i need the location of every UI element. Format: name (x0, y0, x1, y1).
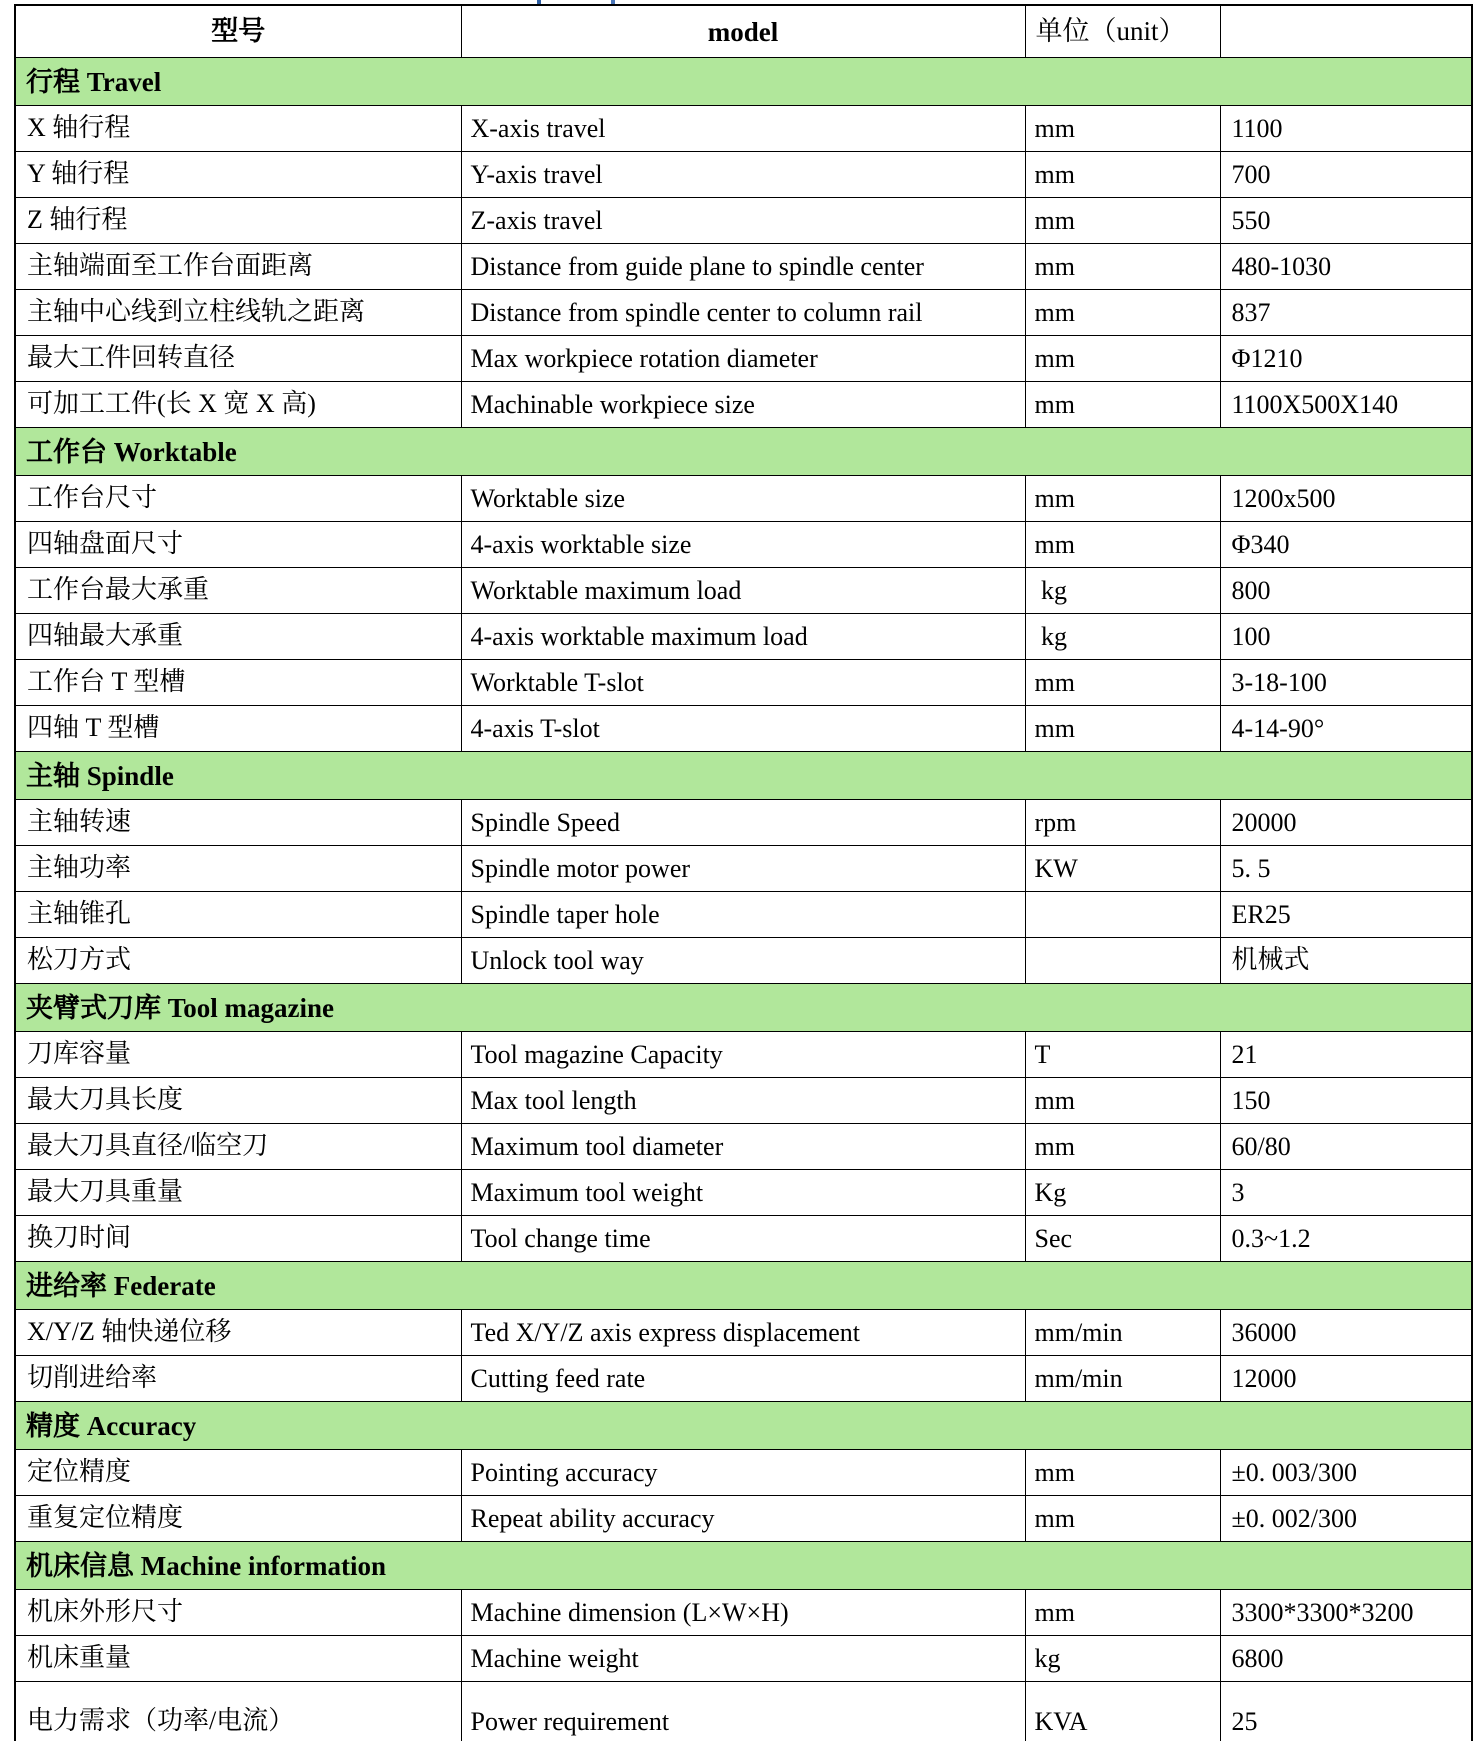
spec-row (15, 705, 1472, 751)
spec-unit-cell: Kg (1025, 1169, 1220, 1215)
section-row (15, 1401, 1472, 1449)
spec-name-cn-cell: 四轴盘面尺寸 (15, 521, 461, 567)
spec-name-cn-cell: Z 轴行程 (15, 197, 461, 243)
spec-name-en-cell: Worktable T-slot (461, 659, 1025, 705)
spec-unit-cell: mm (1025, 1077, 1220, 1123)
spec-name-en-cell: Repeat ability accuracy (461, 1495, 1025, 1541)
section-title: 主轴 Spindle (15, 751, 1472, 799)
spec-row (15, 1169, 1472, 1215)
section-title: 进给率 Federate (15, 1261, 1472, 1309)
spec-unit-cell: rpm (1025, 799, 1220, 845)
spec-row (15, 1309, 1472, 1355)
spec-value-cell: 1100X500X140 (1220, 381, 1472, 427)
section-row (15, 751, 1472, 799)
spec-name-cn-cell: 工作台最大承重 (15, 567, 461, 613)
spec-row (15, 613, 1472, 659)
spec-row (15, 799, 1472, 845)
section-row (15, 1261, 1472, 1309)
spec-name-cn-cell: 最大刀具重量 (15, 1169, 461, 1215)
spec-name-cn-cell: 主轴功率 (15, 845, 461, 891)
spec-row (15, 335, 1472, 381)
spec-row (15, 243, 1472, 289)
header-model-en: model (461, 5, 1025, 57)
spec-value-cell: 700 (1220, 151, 1472, 197)
spec-name-cn-cell: 换刀时间 (15, 1215, 461, 1261)
spec-row (15, 289, 1472, 335)
spec-unit-cell (1025, 937, 1220, 983)
spec-name-en-cell: 4-axis worktable maximum load (461, 613, 1025, 659)
spec-value-cell: 0.3~1.2 (1220, 1215, 1472, 1261)
spec-unit-cell: mm (1025, 1449, 1220, 1495)
spec-name-en-cell: 4-axis T-slot (461, 705, 1025, 751)
spec-unit-cell: mm (1025, 289, 1220, 335)
spec-value-cell: 36000 (1220, 1309, 1472, 1355)
spec-name-en-cell: Spindle motor power (461, 845, 1025, 891)
spec-value-cell: 1100 (1220, 105, 1472, 151)
section-row (15, 427, 1472, 475)
spec-unit-cell: mm (1025, 243, 1220, 289)
spec-name-cn-cell: 定位精度 (15, 1449, 461, 1495)
section-title: 精度 Accuracy (15, 1401, 1472, 1449)
spec-name-cn-cell: 机床外形尺寸 (15, 1589, 461, 1635)
spec-row (15, 1355, 1472, 1401)
spec-name-cn-cell: 最大工件回转直径 (15, 335, 461, 381)
spec-name-en-cell: Spindle Speed (461, 799, 1025, 845)
spec-row (15, 521, 1472, 567)
spec-value-cell: 60/80 (1220, 1123, 1472, 1169)
spec-unit-cell: mm (1025, 1495, 1220, 1541)
spec-row (15, 105, 1472, 151)
spec-unit-cell: mm (1025, 105, 1220, 151)
header-unit: 单位（unit） (1025, 5, 1220, 57)
spec-unit-cell: mm (1025, 1589, 1220, 1635)
spec-unit-cell: mm (1025, 659, 1220, 705)
spec-name-cn-cell: X/Y/Z 轴快递位移 (15, 1309, 461, 1355)
spec-unit-cell: mm/min (1025, 1355, 1220, 1401)
spec-name-en-cell: 4-axis worktable size (461, 521, 1025, 567)
spec-name-en-cell: Pointing accuracy (461, 1449, 1025, 1495)
spec-row (15, 1215, 1472, 1261)
spec-value-cell: 837 (1220, 289, 1472, 335)
spec-row (15, 845, 1472, 891)
spec-name-cn-cell: 主轴转速 (15, 799, 461, 845)
spec-name-cn-cell: X 轴行程 (15, 105, 461, 151)
spec-row (15, 937, 1472, 983)
spec-row (15, 475, 1472, 521)
spec-row (15, 1449, 1472, 1495)
spec-unit-cell: mm (1025, 1123, 1220, 1169)
spec-name-cn-cell: 最大刀具直径/临空刀 (15, 1123, 461, 1169)
spec-unit-cell (1025, 891, 1220, 937)
spec-unit-cell: Sec (1025, 1215, 1220, 1261)
spec-value-cell: 4-14-90° (1220, 705, 1472, 751)
spec-value-cell: ±0. 002/300 (1220, 1495, 1472, 1541)
spec-name-cn-cell: 四轴最大承重 (15, 613, 461, 659)
spec-unit-cell: mm (1025, 335, 1220, 381)
spec-value-cell: 20000 (1220, 799, 1472, 845)
spec-unit-cell: mm (1025, 151, 1220, 197)
header-model-cn: 型号 (15, 5, 461, 57)
spec-row (15, 659, 1472, 705)
section-row (15, 57, 1472, 105)
spec-name-cn-cell: Y 轴行程 (15, 151, 461, 197)
spec-unit-cell: kg (1025, 613, 1220, 659)
spec-name-en-cell: Maximum tool weight (461, 1169, 1025, 1215)
spec-name-cn-cell: 可加工工件(长 X 宽 X 高) (15, 381, 461, 427)
spec-row (15, 1077, 1472, 1123)
spec-name-en-cell: Worktable size (461, 475, 1025, 521)
spec-name-en-cell: Maximum tool diameter (461, 1123, 1025, 1169)
spec-row (15, 1681, 1472, 1741)
machine-spec-table (14, 4, 1473, 1741)
spec-value-cell: 480-1030 (1220, 243, 1472, 289)
spec-value-cell: 3 (1220, 1169, 1472, 1215)
spec-value-cell: 150 (1220, 1077, 1472, 1123)
spec-name-en-cell: Ted X/Y/Z axis express displacement (461, 1309, 1025, 1355)
section-row (15, 983, 1472, 1031)
spec-row (15, 1495, 1472, 1541)
spec-name-en-cell: Spindle taper hole (461, 891, 1025, 937)
spec-value-cell: 21 (1220, 1031, 1472, 1077)
spec-unit-cell: KW (1025, 845, 1220, 891)
spec-name-cn-cell: 刀库容量 (15, 1031, 461, 1077)
spec-unit-cell: mm (1025, 197, 1220, 243)
section-row (15, 1541, 1472, 1589)
spec-name-cn-cell: 电力需求（功率/电流） (15, 1681, 461, 1741)
spec-unit-cell: kg (1025, 1635, 1220, 1681)
spec-name-en-cell: Tool magazine Capacity (461, 1031, 1025, 1077)
spec-name-en-cell: Worktable maximum load (461, 567, 1025, 613)
spec-name-en-cell: X-axis travel (461, 105, 1025, 151)
spec-value-cell: 3-18-100 (1220, 659, 1472, 705)
spec-name-cn-cell: 松刀方式 (15, 937, 461, 983)
spec-unit-cell: mm (1025, 705, 1220, 751)
spec-name-en-cell: Cutting feed rate (461, 1355, 1025, 1401)
spec-name-cn-cell: 主轴中心线到立柱线轨之距离 (15, 289, 461, 335)
spec-table-body (15, 57, 1472, 1741)
spec-row (15, 197, 1472, 243)
spec-name-en-cell: Tool change time (461, 1215, 1025, 1261)
spec-name-cn-cell: 主轴锥孔 (15, 891, 461, 937)
spec-name-en-cell: Unlock tool way (461, 937, 1025, 983)
spec-value-cell: Φ340 (1220, 521, 1472, 567)
spec-name-en-cell: Distance from spindle center to column rail (461, 289, 1025, 335)
spec-name-cn-cell: 重复定位精度 (15, 1495, 461, 1541)
section-title: 工作台 Worktable (15, 427, 1472, 475)
spec-value-cell: 100 (1220, 613, 1472, 659)
spec-name-cn-cell: 机床重量 (15, 1635, 461, 1681)
spec-unit-cell: T (1025, 1031, 1220, 1077)
spec-row (15, 151, 1472, 197)
spec-row (15, 567, 1472, 613)
spec-row (15, 891, 1472, 937)
spec-name-en-cell: Y-axis travel (461, 151, 1025, 197)
spec-name-en-cell: Max workpiece rotation diameter (461, 335, 1025, 381)
spec-value-cell: Φ1210 (1220, 335, 1472, 381)
spec-row (15, 1635, 1472, 1681)
spec-unit-cell: KVA (1025, 1681, 1220, 1741)
spec-unit-cell: mm/min (1025, 1309, 1220, 1355)
spec-name-en-cell: Machine weight (461, 1635, 1025, 1681)
spec-row (15, 1123, 1472, 1169)
spec-value-cell: 25 (1220, 1681, 1472, 1741)
spec-name-cn-cell: 切削进给率 (15, 1355, 461, 1401)
spec-name-en-cell: Power requirement (461, 1681, 1025, 1741)
spec-row (15, 1031, 1472, 1077)
spec-name-cn-cell: 主轴端面至工作台面距离 (15, 243, 461, 289)
spec-name-en-cell: Max tool length (461, 1077, 1025, 1123)
spec-unit-cell: mm (1025, 475, 1220, 521)
spec-name-cn-cell: 工作台 T 型槽 (15, 659, 461, 705)
spec-name-en-cell: Machinable workpiece size (461, 381, 1025, 427)
spec-unit-cell: mm (1025, 521, 1220, 567)
section-title: 行程 Travel (15, 57, 1472, 105)
spec-unit-cell: kg (1025, 567, 1220, 613)
spec-unit-cell: mm (1025, 381, 1220, 427)
spec-value-cell: ±0. 003/300 (1220, 1449, 1472, 1495)
spec-row (15, 381, 1472, 427)
spec-name-cn-cell: 工作台尺寸 (15, 475, 461, 521)
section-title: 夹臂式刀库 Tool magazine (15, 983, 1472, 1031)
spec-name-cn-cell: 四轴 T 型槽 (15, 705, 461, 751)
spec-name-cn-cell: 最大刀具长度 (15, 1077, 461, 1123)
spec-value-cell: 机械式 (1220, 937, 1472, 983)
spec-value-cell: 800 (1220, 567, 1472, 613)
spec-row (15, 1589, 1472, 1635)
spec-value-cell: ER25 (1220, 891, 1472, 937)
spec-value-cell: 550 (1220, 197, 1472, 243)
spec-name-en-cell: Machine dimension (L×W×H) (461, 1589, 1025, 1635)
header-value (1220, 5, 1472, 57)
spec-value-cell: 6800 (1220, 1635, 1472, 1681)
spec-name-en-cell: Distance from guide plane to spindle center (461, 243, 1025, 289)
section-title: 机床信息 Machine information (15, 1541, 1472, 1589)
spec-name-en-cell: Z-axis travel (461, 197, 1025, 243)
spec-value-cell: 3300*3300*3200 (1220, 1589, 1472, 1635)
spec-value-cell: 1200x500 (1220, 475, 1472, 521)
spec-value-cell: 12000 (1220, 1355, 1472, 1401)
table-header-row (15, 5, 1472, 57)
spec-value-cell: 5. 5 (1220, 845, 1472, 891)
